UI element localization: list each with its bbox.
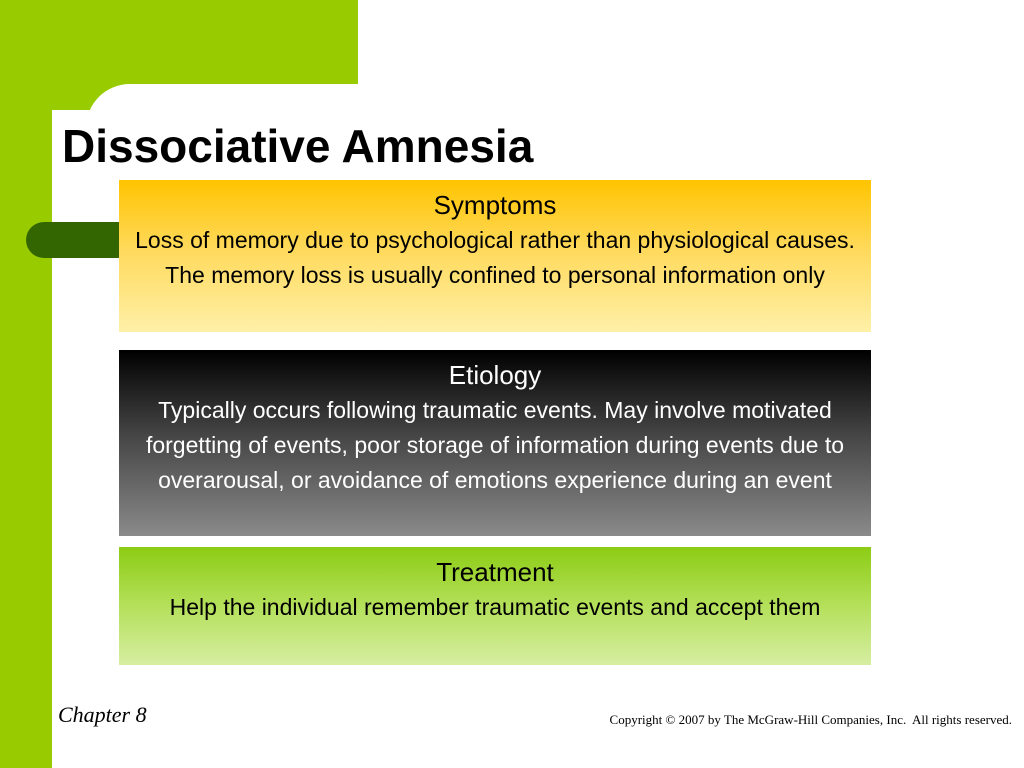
treatment-box [119,547,871,665]
symptoms-heading: Symptoms [433,190,557,220]
etiology-text: Typically occurs following traumatic events. May involve motivated forgetting of events, poor storage of information during events due to overarousal, or avoidance of emotions experience during an event [145,397,845,493]
slide-title: Dissociative Amnesia [62,120,534,172]
treatment-heading: Treatment [436,557,554,587]
etiology-heading: Etiology [448,360,542,390]
etiology-box [119,350,871,536]
treatment-text: Help the individual remember traumatic events and accept them [169,594,821,620]
symptoms-box [119,180,871,332]
green-side-stripe [0,0,52,768]
chapter-label: Chapter 8 [58,702,147,727]
symptoms-text: Loss of memory due to psychological rather than physiological causes. The memory loss is usually confined to personal information only [135,227,855,288]
copyright-notice: Copyright © 2007 by The McGraw-Hill Companies, Inc. All rights reserved. [609,712,1012,727]
